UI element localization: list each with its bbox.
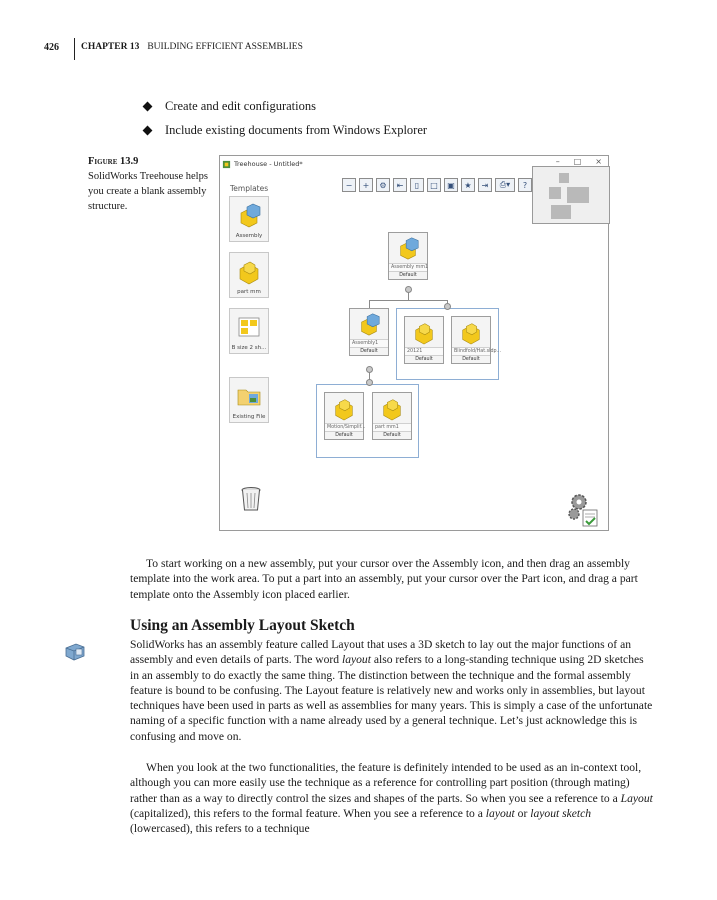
close-button[interactable]: × [595, 157, 602, 166]
zoom-in-icon[interactable]: + [359, 178, 373, 192]
treehouse-app-icon [222, 160, 231, 169]
treehouse-window [219, 155, 609, 531]
minimize-button[interactable]: – [555, 157, 560, 166]
tree-node-part[interactable]: Motion/Simplif... Default [324, 392, 364, 440]
bullet-diamond-icon [143, 101, 153, 111]
bullet-list [144, 94, 427, 142]
collapse-toggle[interactable] [366, 379, 373, 386]
maximize-button[interactable]: □ [573, 157, 582, 166]
trash-icon[interactable] [240, 486, 262, 512]
assembly-icon [356, 311, 382, 337]
template-assembly[interactable]: Assembly [229, 196, 269, 242]
running-header [81, 42, 303, 52]
tree-node-part[interactable]: 20121 Default [404, 316, 444, 364]
tree-node-part[interactable]: Blindfold/Hat.sldp... Default [451, 316, 491, 364]
header-divider [74, 38, 75, 60]
template-drawing[interactable]: B size 2 sh... [229, 308, 269, 354]
part-icon [379, 395, 405, 421]
help-icon[interactable]: ? [518, 178, 532, 192]
collapse-toggle[interactable] [366, 366, 373, 373]
window-title: Treehouse - Untitled* [234, 160, 303, 168]
template-existing-file[interactable]: Existing File [229, 377, 269, 423]
bullet-item: Create and edit configurations [144, 94, 427, 118]
print-icon[interactable]: ⎙▾ [495, 178, 515, 192]
chapter-title: BUILDING EFFICIENT ASSEMBLIES [147, 42, 303, 52]
part-icon [235, 257, 263, 285]
overview-minimap[interactable] [532, 166, 610, 224]
properties-icon[interactable]: ★ [461, 178, 475, 192]
new-icon[interactable]: ▯ [410, 178, 424, 192]
tree-node-part[interactable]: part mm1 Default [372, 392, 412, 440]
figure-label: Figure 13.9 [88, 156, 139, 167]
page-number: 426 [44, 42, 59, 53]
drawing-icon [235, 313, 263, 341]
bullet-diamond-icon [143, 125, 153, 135]
save-icon[interactable]: ▣ [444, 178, 458, 192]
assembly-icon [235, 201, 263, 229]
bullet-item: Include existing documents from Windows Explorer [144, 118, 427, 142]
process-gears-icon[interactable] [567, 492, 601, 528]
templates-title: Templates [230, 184, 269, 193]
open-icon[interactable]: □ [427, 178, 441, 192]
chapter-label: CHAPTER 13 [81, 42, 140, 52]
zoom-out-icon[interactable]: − [342, 178, 356, 192]
folder-icon [235, 382, 263, 410]
collapse-toggle[interactable] [444, 303, 451, 310]
settings-icon[interactable]: ⚙ [376, 178, 390, 192]
intro-paragraph: To start working on a new assembly, put your cursor over the Assembly icon, and then drag an assembly template into the work area. To put a part into an assembly, put your cursor over the Part icon, and drag a part template onto the Assembly icon placed earlier. [130, 557, 638, 601]
part-icon [411, 319, 437, 345]
export-icon[interactable]: ⇥ [478, 178, 492, 192]
note-margin-icon [62, 641, 90, 661]
part-icon [458, 319, 484, 345]
functionality-paragraph: When you look at the two functionalities, the feature is definitely intended to be used as an in-context tool, although you can more easily use the technique as a reference for controlling part position (through mating) rather than as a way to directly control the sizes and shapes of the parts. So when you see a reference to a Layout (capitalized), this refers to the formal feature. When you see a reference to a layout or layout sketch (lowercased), this refers to a technique [130, 761, 653, 836]
import-icon[interactable]: ⇤ [393, 178, 407, 192]
part-icon [331, 395, 357, 421]
layout-paragraph: SolidWorks has an assembly feature called Layout that uses a 3D sketch to lay out the major functions of an assembly and even details of parts. The word layout also refers to a long-standing technique using 2D sketches in an assembly to do exactly the same thing. The distinction between the technique and the formal assembly feature is bound to be confusing. The Layout feature is relatively new and works only in assemblies, but layout techniques have been used in parts as well as assemblies for many years. This is simply a case of the unfortunate naming of a specific function with a name already used by a general technique. Let’s just acknowledge this is confusing and move on. [130, 638, 653, 743]
figure-caption-text: SolidWorks Treehouse helps you create a blank assembly structure. [88, 171, 208, 212]
figure-caption [88, 154, 212, 214]
tree-node-assembly[interactable]: Assembly1 Default [349, 308, 389, 356]
tree-node-root[interactable]: Assembly mm1 Default [388, 232, 428, 280]
section-heading: Using an Assembly Layout Sketch [130, 617, 355, 634]
treehouse-toolbar [342, 178, 532, 192]
assembly-icon [395, 235, 421, 261]
collapse-toggle[interactable] [405, 286, 412, 293]
template-part[interactable]: part mm [229, 252, 269, 298]
